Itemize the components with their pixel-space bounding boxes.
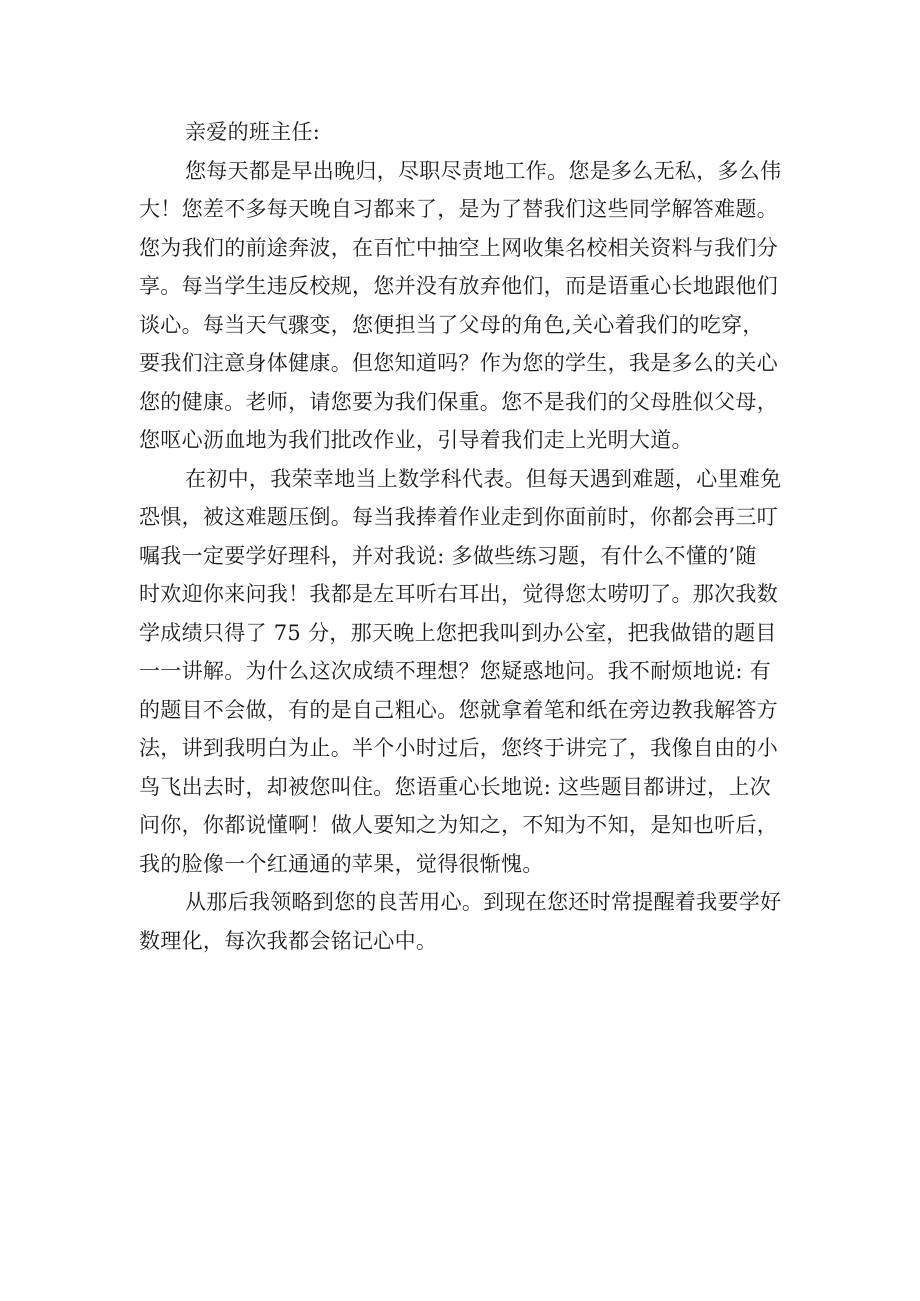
paragraph-line: 我的脸像一个红通通的苹果，觉得很惭愧。 (139, 851, 544, 876)
paragraph-line: 谈心。每当天气骤变，您便担当了父母的角色,关心着我们的吃穿， (139, 312, 764, 337)
salutation: 亲爱的班主任: (185, 120, 321, 144)
paragraph-line: 恐惧，被这难题压倒。每当我捧着作业走到你面前时，你都会再三叮 (139, 505, 778, 529)
paragraph-1 (139, 152, 789, 460)
paragraph-line: 大！您差不多每天晚自习都来了，是为了替我们这些同学解答难题。 (139, 197, 778, 221)
paragraph-line: 一一讲解。为什么这次成绩不理想？您疑惑地问。我不耐烦地说: 有 (139, 659, 772, 683)
paragraph-line: 您的健康。老师，请您要为我们保重。您不是我们的父母胜似父母， (139, 389, 778, 414)
paragraph-line: 问你，你都说懂啊！做人要知之为知之，不知为不知，是知也听后， (139, 813, 778, 837)
paragraph-line: 学成绩只得了 75 分，那天晚上您把我叫到办公室，把我做错的题目 (139, 620, 777, 645)
letter-body (139, 113, 789, 960)
paragraph-line: 您为我们的前途奔波，在百忙中抽空上网收集名校相关资料与我们分 (139, 235, 778, 260)
paragraph-line: 在初中，我荣幸地当上数学科代表。但每天遇到难题，心里难免 (185, 466, 782, 491)
paragraph-2 (139, 460, 789, 884)
paragraph-line: 数理化，每次我都会铭记心中。 (139, 928, 438, 953)
paragraph-line: 享。每当学生违反校规，您并没有放弃他们，而是语重心长地跟他们 (139, 274, 778, 298)
paragraph-line: 法，讲到我明白为止。半个小时过后，您终于讲完了，我像自由的小 (139, 736, 778, 760)
paragraph-line: 鸟飞出去时，却被您叫住。您语重心长地说: 这些题目都讲过，上次 (139, 774, 772, 799)
paragraph-line: 的题目不会做，有的是自己粗心。您就拿着笔和纸在旁边教我解答方 (139, 697, 778, 722)
paragraph-line: 您呕心沥血地为我们批改作业，引导着我们走上光明大道。 (139, 428, 693, 452)
paragraph-line: 从那后我领略到您的良苦用心。到现在您还时常提醒着我要学好 (185, 890, 782, 914)
paragraph-line: 您每天都是早出晚归，尽职尽责地工作。您是多么无私，多么伟 (185, 158, 782, 183)
paragraph-line: 要我们注意身体健康。但您知道吗？作为您的学生，我是多么的关心 (139, 351, 778, 375)
paragraph-3 (139, 883, 789, 960)
paragraph-line: 时欢迎你来问我！我都是左耳听右耳出，觉得您太唠叨了。那次我数 (139, 582, 778, 606)
paragraph-line: 嘱我一定要学好理科，并对我说: 多做些练习题，有什么不懂的’随 (139, 543, 757, 568)
